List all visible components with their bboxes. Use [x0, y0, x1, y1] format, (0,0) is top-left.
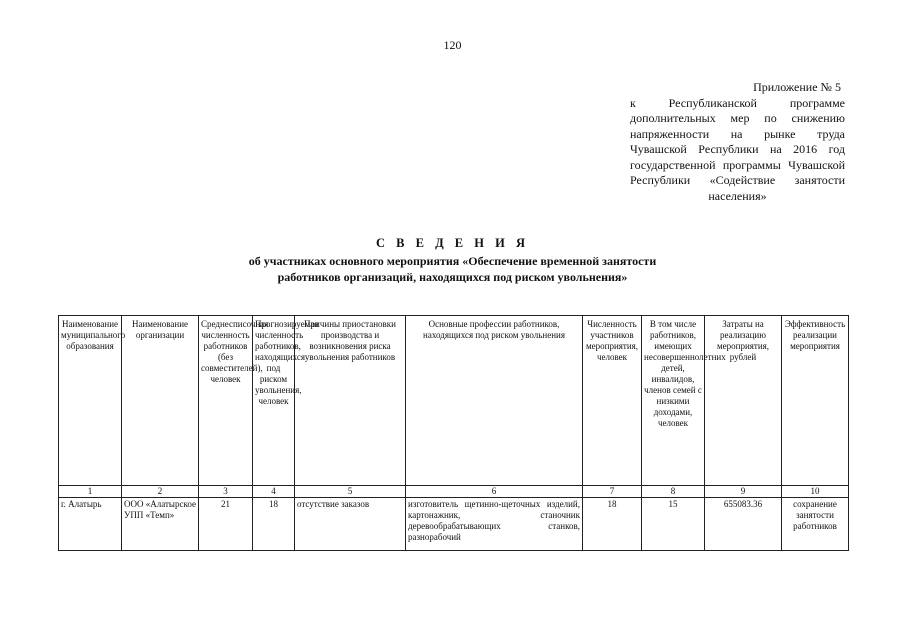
column-number: 5 [295, 486, 406, 498]
column-number: 9 [705, 486, 782, 498]
cell-organization: ООО «Алатырское УПП «Темп» [122, 498, 199, 551]
column-number-row [59, 486, 849, 498]
header-professions: Основные профессии работников, находящихся под риском увольнения [406, 316, 583, 486]
appendix-block [630, 80, 845, 204]
header-costs: Затраты на реализацию мероприятия, рублей [705, 316, 782, 486]
header-reasons: Причины приостановки производства и возникновения риска увольнения работников [295, 316, 406, 486]
cell-vulnerable: 15 [642, 498, 705, 551]
header-vulnerable: В том числе работников, имеющих несовершеннолетних детей, инвалидов, членов семей с низкими доходами, человек [642, 316, 705, 486]
column-number: 4 [253, 486, 295, 498]
cell-costs: 655083.36 [705, 498, 782, 551]
cell-municipality: г. Алатырь [59, 498, 122, 551]
header-at-risk: Прогнозируемая численность работников, находящихся под риском увольнения, человек [253, 316, 295, 486]
cell-avg-headcount: 21 [199, 498, 253, 551]
cell-reasons: отсутствие заказов [295, 498, 406, 551]
column-number: 7 [583, 486, 642, 498]
column-number: 10 [782, 486, 849, 498]
cell-effectiveness: сохранение занятости работников [782, 498, 849, 551]
column-number: 1 [59, 486, 122, 498]
column-number: 3 [199, 486, 253, 498]
cell-at-risk: 18 [253, 498, 295, 551]
page-number: 120 [443, 38, 462, 52]
column-number: 8 [642, 486, 705, 498]
column-number: 6 [406, 486, 583, 498]
header-municipality: Наименование муниципального образования [59, 316, 122, 486]
cell-professions: изготовитель щетинно-щеточных изделий, картонажник, станочник деревообрабатывающих станков, разнорабочий [406, 498, 583, 551]
document-subtitle-line-2: работников организаций, находящихся под риском увольнения» [277, 270, 628, 284]
header-effectiveness: Эффективность реализации мероприятия [782, 316, 849, 486]
participants-table [58, 315, 849, 551]
appendix-title: Приложение № 5 [753, 80, 841, 94]
table-header-row [59, 316, 849, 486]
appendix-text: к Республиканской программе дополнительных мер по снижению напряженности на рынке труда Чувашской Республики на 2016 год государственной программы Чувашской Республики «Содействие занятости населения» [630, 95, 845, 203]
header-avg-headcount: Среднесписочная численность работников (без совместителей), человек [199, 316, 253, 486]
table-row [59, 498, 849, 551]
header-organization: Наименование организации [122, 316, 199, 486]
column-number: 2 [122, 486, 199, 498]
cell-participants: 18 [583, 498, 642, 551]
header-participants: Численность участников мероприятия, человек [583, 316, 642, 486]
document-subtitle-line-1: об участниках основного мероприятия «Обеспечение временной занятости [248, 254, 657, 268]
document-title: С В Е Д Е Н И Я [376, 236, 529, 250]
